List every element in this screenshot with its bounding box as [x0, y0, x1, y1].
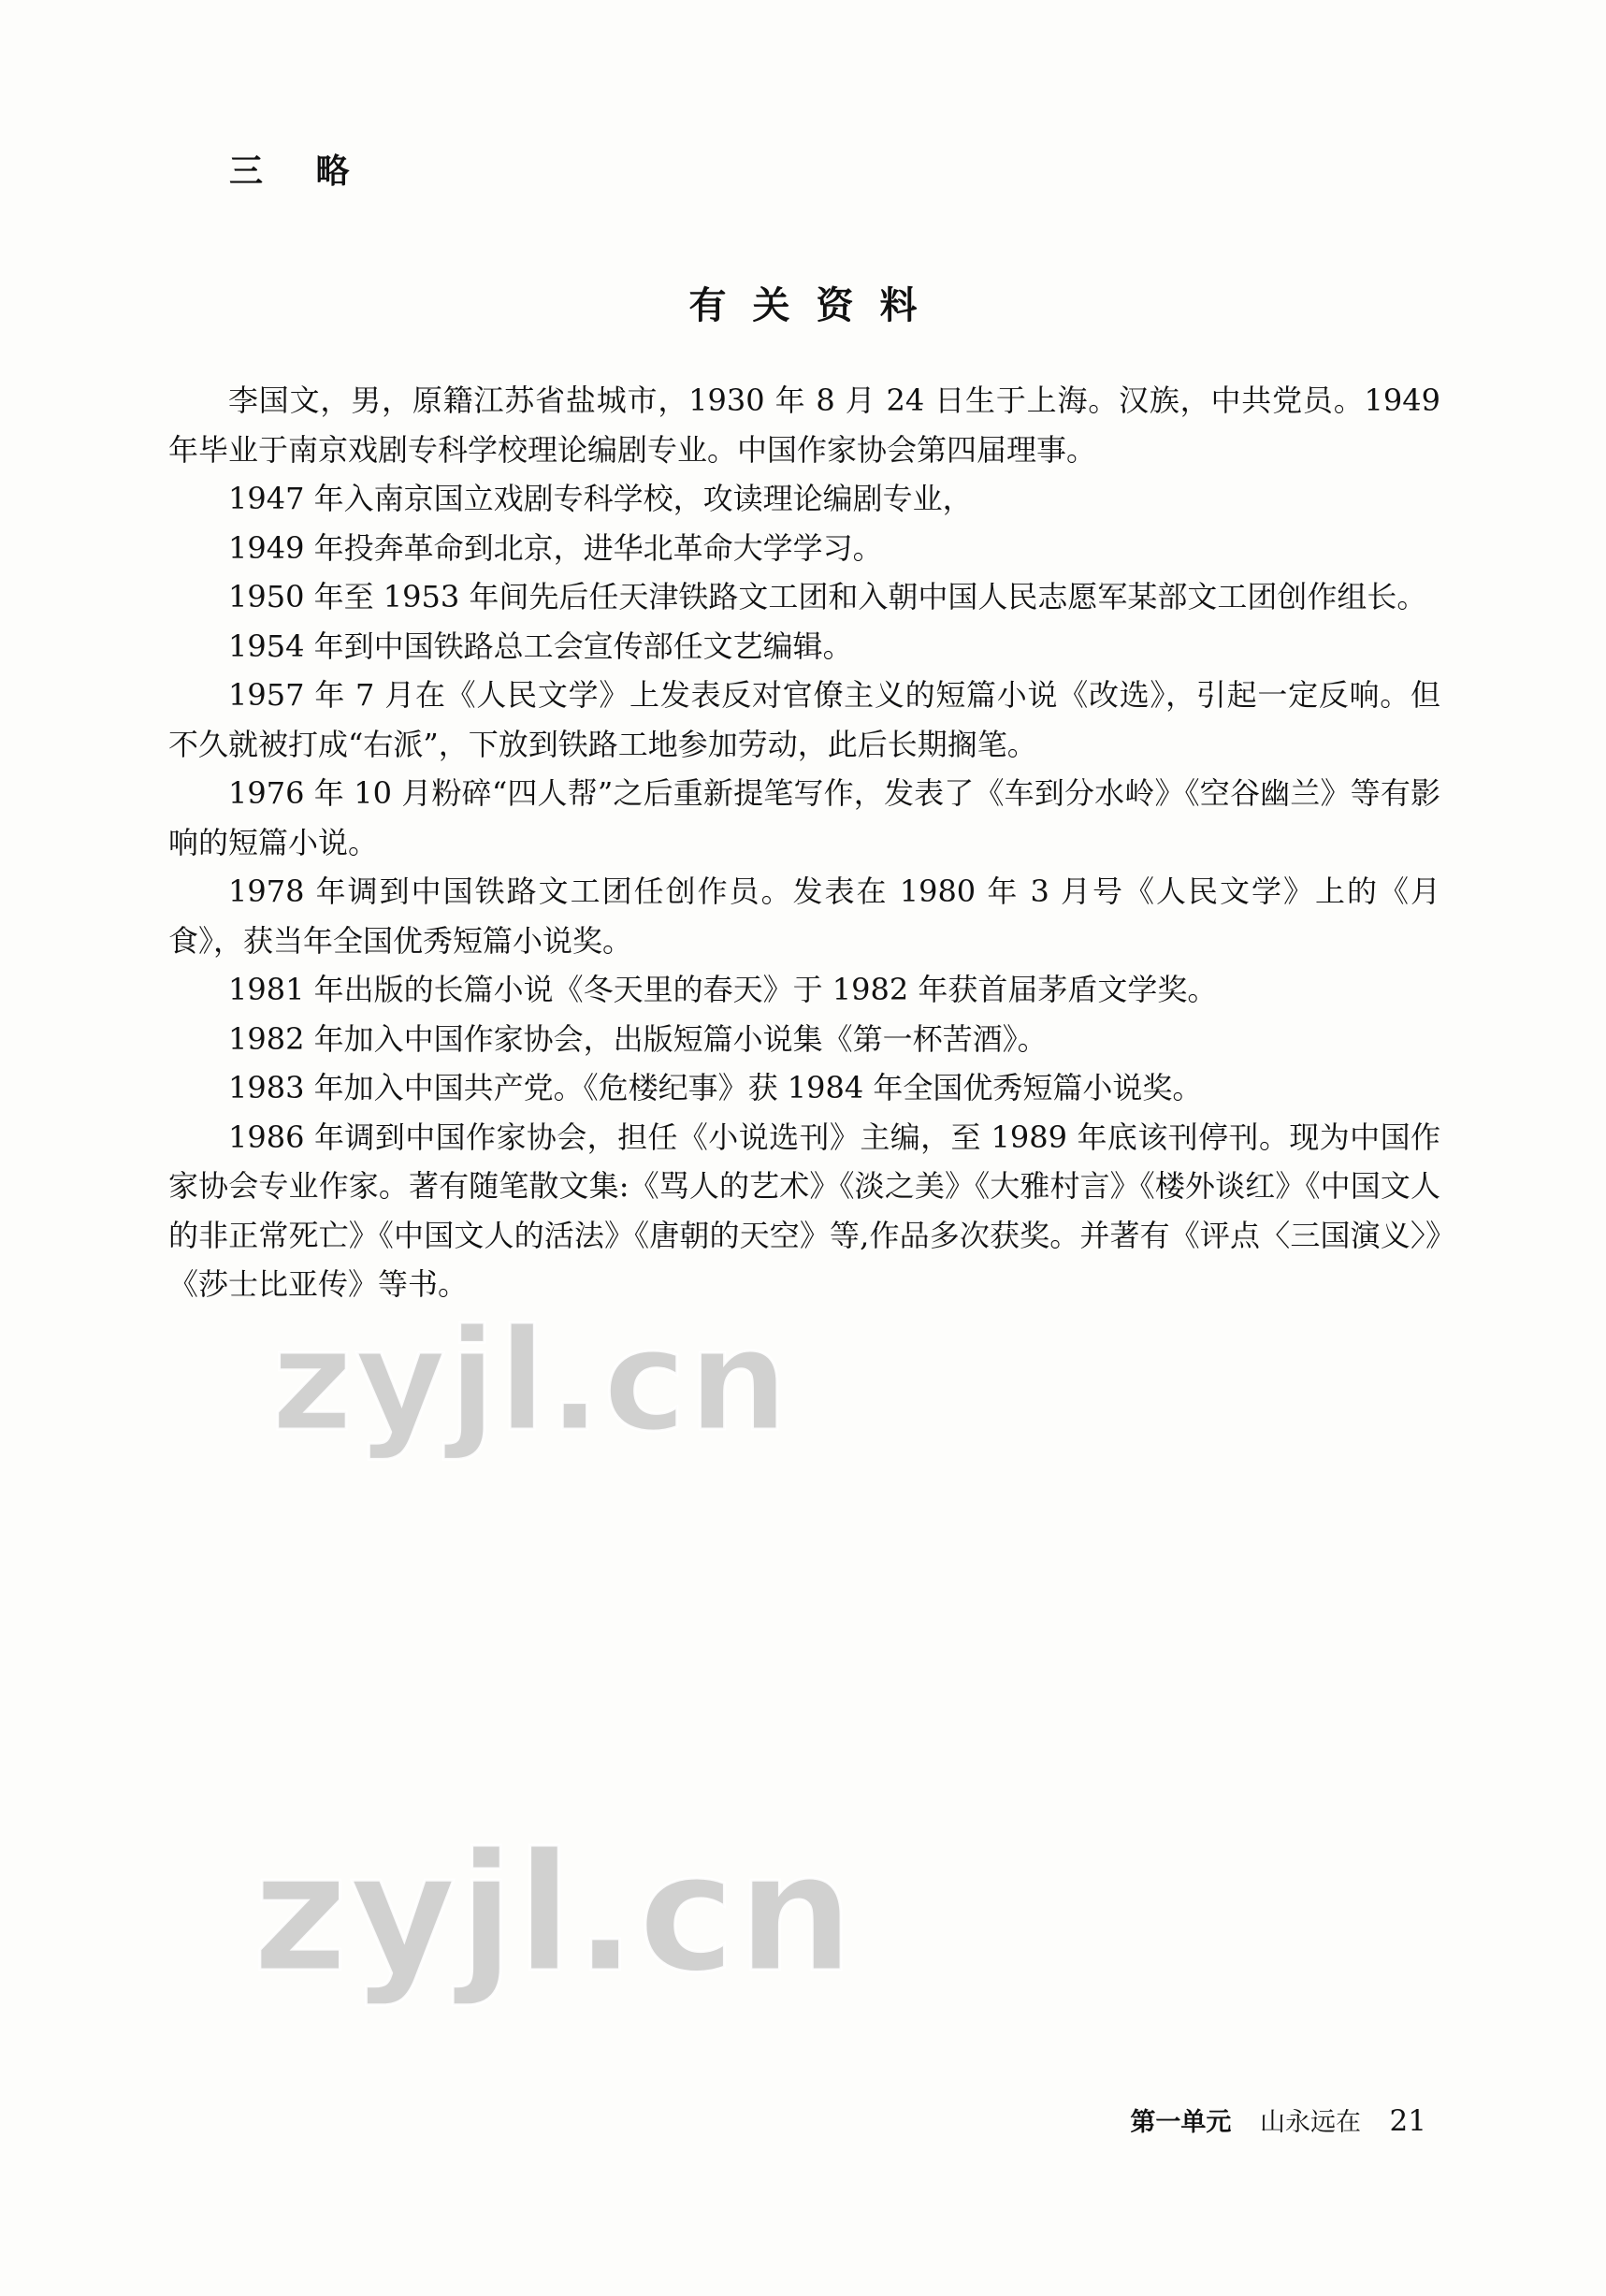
footer-unit: 第一单元 — [1130, 2108, 1232, 2137]
paragraph: 1981 年出版的长篇小说《冬天里的春天》于 1982 年获首届茅盾文学奖。 — [228, 972, 1218, 1007]
paragraph: 1954 年到中国铁路总工会宣传部任文艺编辑。 — [228, 628, 853, 664]
page-number: 21 — [1389, 2104, 1426, 2138]
paragraph: 1986 年调到中国作家协会，担任《小说选刊》主编，至 1989 年底该刊停刊。现为中国作家协会专业作家。著有随笔散文集:《骂人的艺术》《淡之美》《大雅村言》《楼外谈红》《中国文人的非正常死亡》《中国文人的活法》《唐朝的天空》等,作品多次获奖。并著有《评点〈三国演义〉》《莎士比亚传》等书。 — [168, 1119, 1440, 1302]
paragraph: 1950 年至 1953 年间先后任天津铁路文工团和入朝中国人民志愿军某部文工团创作组长。 — [228, 579, 1427, 614]
paragraph: 1976 年 10 月粉碎“四人帮”之后重新提笔写作，发表了《车到分水岭》《空谷幽兰》等有影响的短篇小说。 — [168, 775, 1440, 860]
paragraph: 1982 年加入中国作家协会，出版短篇小说集《第一杯苦酒》。 — [228, 1020, 1048, 1057]
footer-title: 山永远在 — [1259, 2108, 1361, 2137]
paragraph: 1957 年 7 月在《人民文学》上发表反对官僚主义的短篇小说《改选》，引起一定反响。但不久就被打成“右派”，下放到铁路工地参加劳动，此后长期搁笔。 — [168, 677, 1440, 762]
page-footer — [1130, 2104, 1426, 2140]
paragraph: 1983 年加入中国共产党。《危楼纪事》获 1984 年全国优秀短篇小说奖。 — [228, 1070, 1203, 1105]
paragraph: 1947 年入南京国立戏剧专科学校，攻读理论编剧专业， — [228, 481, 973, 516]
paragraph: 1978 年调到中国铁路文工团任创作员。发表在 1980 年 3 月号《人民文学》上的《月食》，获当年全国优秀短篇小说奖。 — [168, 874, 1440, 959]
page-heading: 有关资料 — [688, 284, 944, 327]
section-label: 三 略 — [229, 152, 370, 191]
paragraph: 李国文，男，原籍江苏省盐城市，1930 年 8 月 24 日生于上海。汉族，中共党员。1949 年毕业于南京戏剧专科学校理论编剧专业。中国作家协会第四届理事。 — [168, 383, 1440, 468]
watermark: zyjl.cn — [253, 1819, 856, 2009]
paragraph: 1949 年投奔革命到北京，进华北革命大学学习。 — [228, 529, 883, 566]
watermark: zyjl.cn — [271, 1300, 790, 1463]
biography-text — [168, 376, 1440, 1309]
